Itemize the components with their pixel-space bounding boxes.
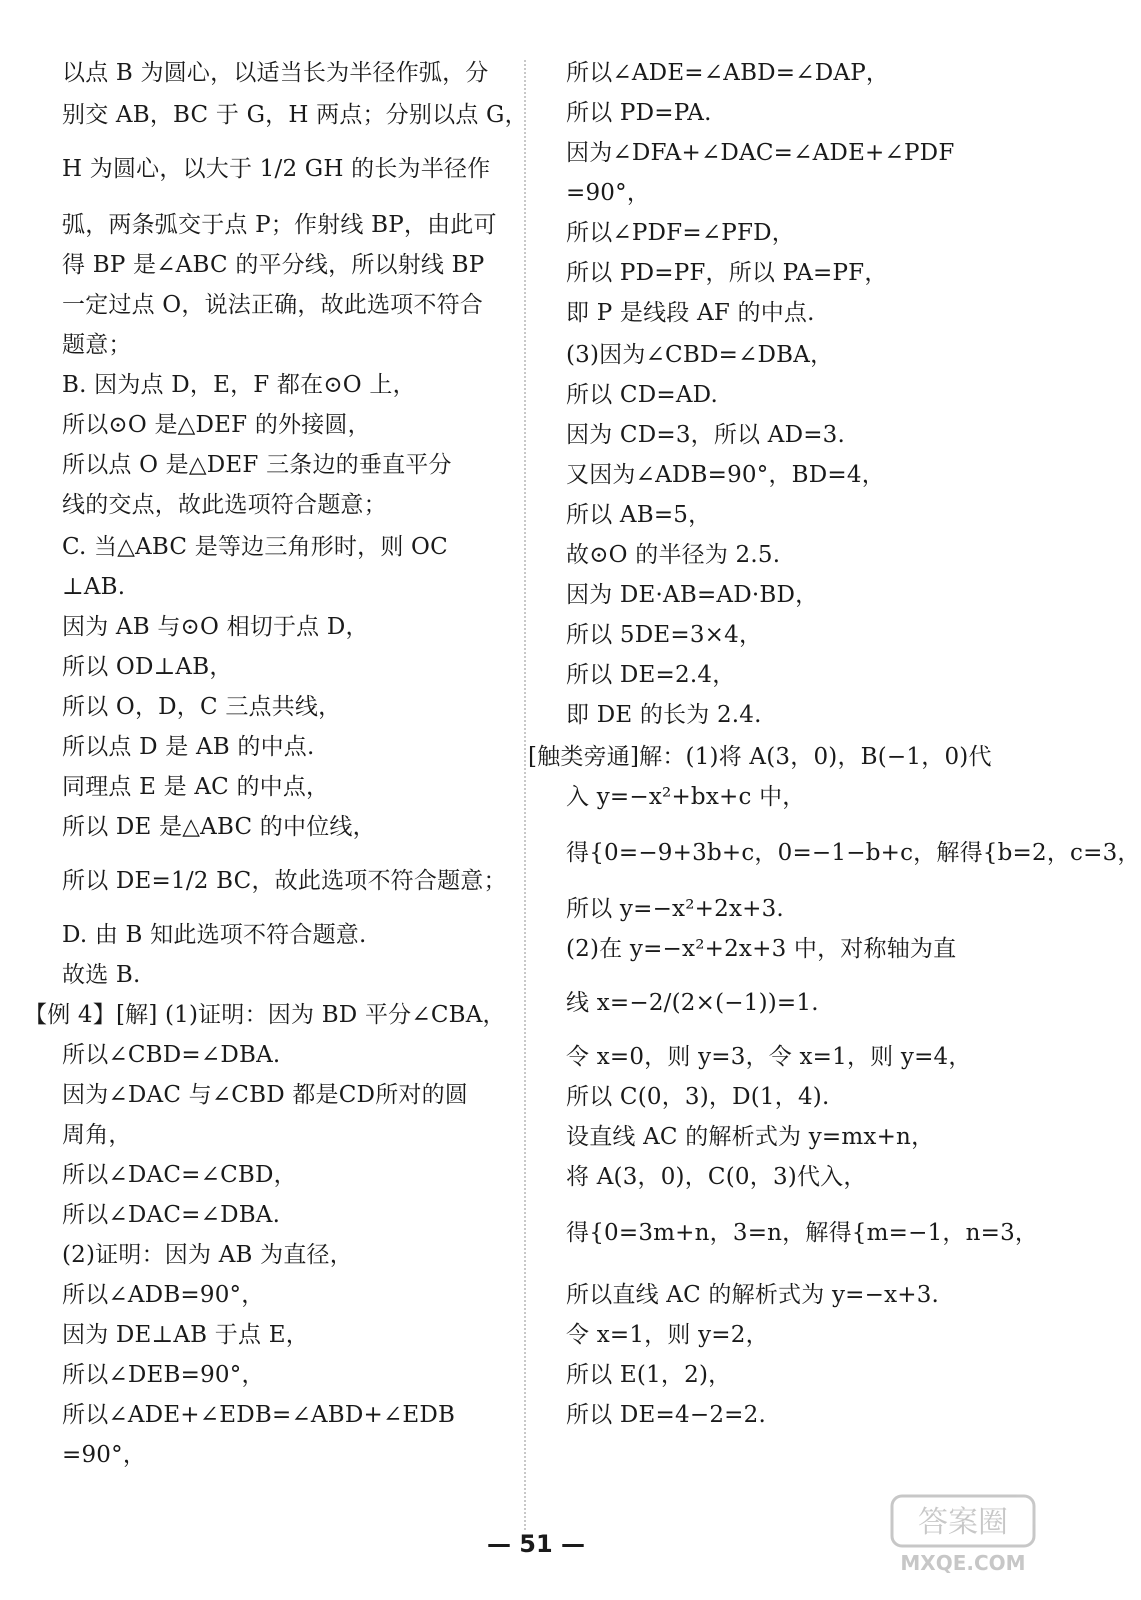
text-line: 所以 DE=2.4， — [566, 662, 736, 688]
equation-system: 得{0=3m+n，3=n，解得{m=−1，n=3， — [566, 1220, 1039, 1246]
text-line: 所以∠DEB=90°， — [62, 1362, 265, 1388]
text-line: 所以 PD=PF，所以 PA=PF， — [566, 260, 888, 286]
text-line: 故⊙O 的半径为 2.5. — [566, 542, 781, 568]
text-line: 所以 DE=1/2 BC，故此选项不符合题意； — [62, 868, 507, 894]
text-line: 令 x=1，则 y=2， — [566, 1322, 769, 1348]
text-line: 线 x=−2/(2×(−1))=1. — [566, 990, 819, 1016]
text-line: 设直线 AC 的解析式为 y=mx+n， — [566, 1124, 935, 1150]
watermark-logo — [888, 1492, 1038, 1578]
page-number: — 51 — — [486, 1530, 586, 1558]
text-line: 所以 E(1，2)， — [566, 1362, 732, 1388]
text-line: 所以∠CBD=∠DBA. — [62, 1042, 281, 1068]
text-line: 所以∠ADE+∠EDB=∠ABD+∠EDB — [62, 1402, 456, 1428]
text-line: 令 x=0，则 y=3，令 x=1，则 y=4， — [566, 1044, 972, 1070]
text-line: D. 由 B 知此选项不符合题意. — [62, 922, 367, 948]
text-line: 所以⊙O 是△DEF 的外接圆， — [62, 412, 371, 438]
text-line: 所以∠PDF=∠PFD， — [566, 220, 795, 246]
text-line: 线的交点，故此选项符合题意； — [62, 492, 387, 518]
text-line: 所以 DE=4−2=2. — [566, 1402, 766, 1428]
text-line: 所以∠ADE=∠ABD=∠DAP， — [566, 60, 890, 86]
text-line: 所以点 D 是 AB 的中点. — [62, 734, 315, 760]
text-line: 因为∠DFA+∠DAC=∠ADE+∠PDF — [566, 140, 955, 166]
text-line: 所以∠DAC=∠DBA. — [62, 1202, 281, 1228]
text-line: 所以点 O 是△DEF 三条边的垂直平分 — [62, 452, 452, 478]
text-line: 所以 5DE=3×4， — [566, 622, 763, 648]
text-line: 所以∠DAC=∠CBD， — [62, 1162, 297, 1188]
text-line: 所以 C(0，3)，D(1，4). — [566, 1084, 830, 1110]
text-line: 因为 DE⊥AB 于点 E， — [62, 1322, 309, 1348]
equation-system: 得{0=−9+3b+c，0=−1−b+c，解得{b=2，c=3， — [566, 840, 1141, 866]
text-line: 将 A(3，0)，C(0，3)代入， — [566, 1164, 867, 1190]
text-line: 以点 B 为圆心，以适当长为半径作弧，分 — [62, 60, 489, 86]
text-line: 所以 OD⊥AB， — [62, 654, 233, 680]
text-line: 所以∠ADB=90°， — [62, 1282, 265, 1308]
example-heading: 【例 4】[解] (1)证明：因为 BD 平分∠CBA， — [24, 1002, 506, 1028]
text-line: (2)证明：因为 AB 为直径， — [62, 1242, 353, 1268]
text-line: 题意； — [62, 332, 132, 358]
text-line: 所以直线 AC 的解析式为 y=−x+3. — [566, 1282, 940, 1308]
text-line: 弧，两条弧交于点 P；作射线 BP，由此可 — [62, 212, 497, 238]
text-line: 得 BP 是∠ABC 的平分线，所以射线 BP — [62, 252, 485, 278]
watermark-subtext: MXQE.COM — [900, 1551, 1026, 1575]
text-line: H 为圆心，以大于 1/2 GH 的长为半径作 — [62, 156, 491, 182]
text-line: 同理点 E 是 AC 的中点， — [62, 774, 330, 800]
text-line: 因为 AB 与⊙O 相切于点 D， — [62, 614, 369, 640]
text-line: 一定过点 O，说法正确，故此选项不符合 — [62, 292, 483, 318]
text-line: 所以 y=−x²+2x+3. — [566, 896, 784, 922]
text-line: 入 y=−x²+bx+c 中， — [566, 784, 806, 810]
text-line: =90°， — [566, 180, 651, 206]
text-line: =90°， — [62, 1442, 147, 1468]
text-line: 又因为∠ADB=90°，BD=4， — [566, 462, 885, 488]
text-line: (2)在 y=−x²+2x+3 中，对称轴为直 — [566, 936, 957, 962]
text-line: 所以 O，D，C 三点共线， — [62, 694, 342, 720]
text-line: C. 当△ABC 是等边三角形时，则 OC — [62, 534, 448, 560]
text-line: (3)因为∠CBD=∠DBA， — [566, 342, 834, 368]
section-heading: [触类旁通]解：(1)将 A(3，0)，B(−1，0)代 — [528, 744, 992, 770]
text-line: 即 DE 的长为 2.4. — [566, 702, 762, 728]
text-line: 别交 AB，BC 于 G，H 两点；分别以点 G， — [62, 102, 528, 128]
text-line: 因为∠DAC 与∠CBD 都是CD所对的圆 — [62, 1082, 468, 1108]
text-line: 所以 CD=AD. — [566, 382, 718, 408]
text-line: 故选 B. — [62, 962, 141, 988]
text-line: 周角， — [62, 1122, 132, 1148]
text-line: ⊥AB. — [62, 574, 126, 600]
text-line: 即 P 是线段 AF 的中点. — [566, 300, 815, 326]
text-line: 因为 CD=3，所以 AD=3. — [566, 422, 846, 448]
text-line: 所以 DE 是△ABC 的中位线， — [62, 814, 376, 840]
text-line: 因为 DE·AB=AD·BD， — [566, 582, 819, 608]
text-line: 所以 PD=PA. — [566, 100, 712, 126]
column-divider — [524, 60, 526, 1530]
text-line: 所以 AB=5， — [566, 502, 712, 528]
text-line: B. 因为点 D，E，F 都在⊙O 上， — [62, 372, 416, 398]
watermark-text: 答案圈 — [918, 1505, 1008, 1540]
